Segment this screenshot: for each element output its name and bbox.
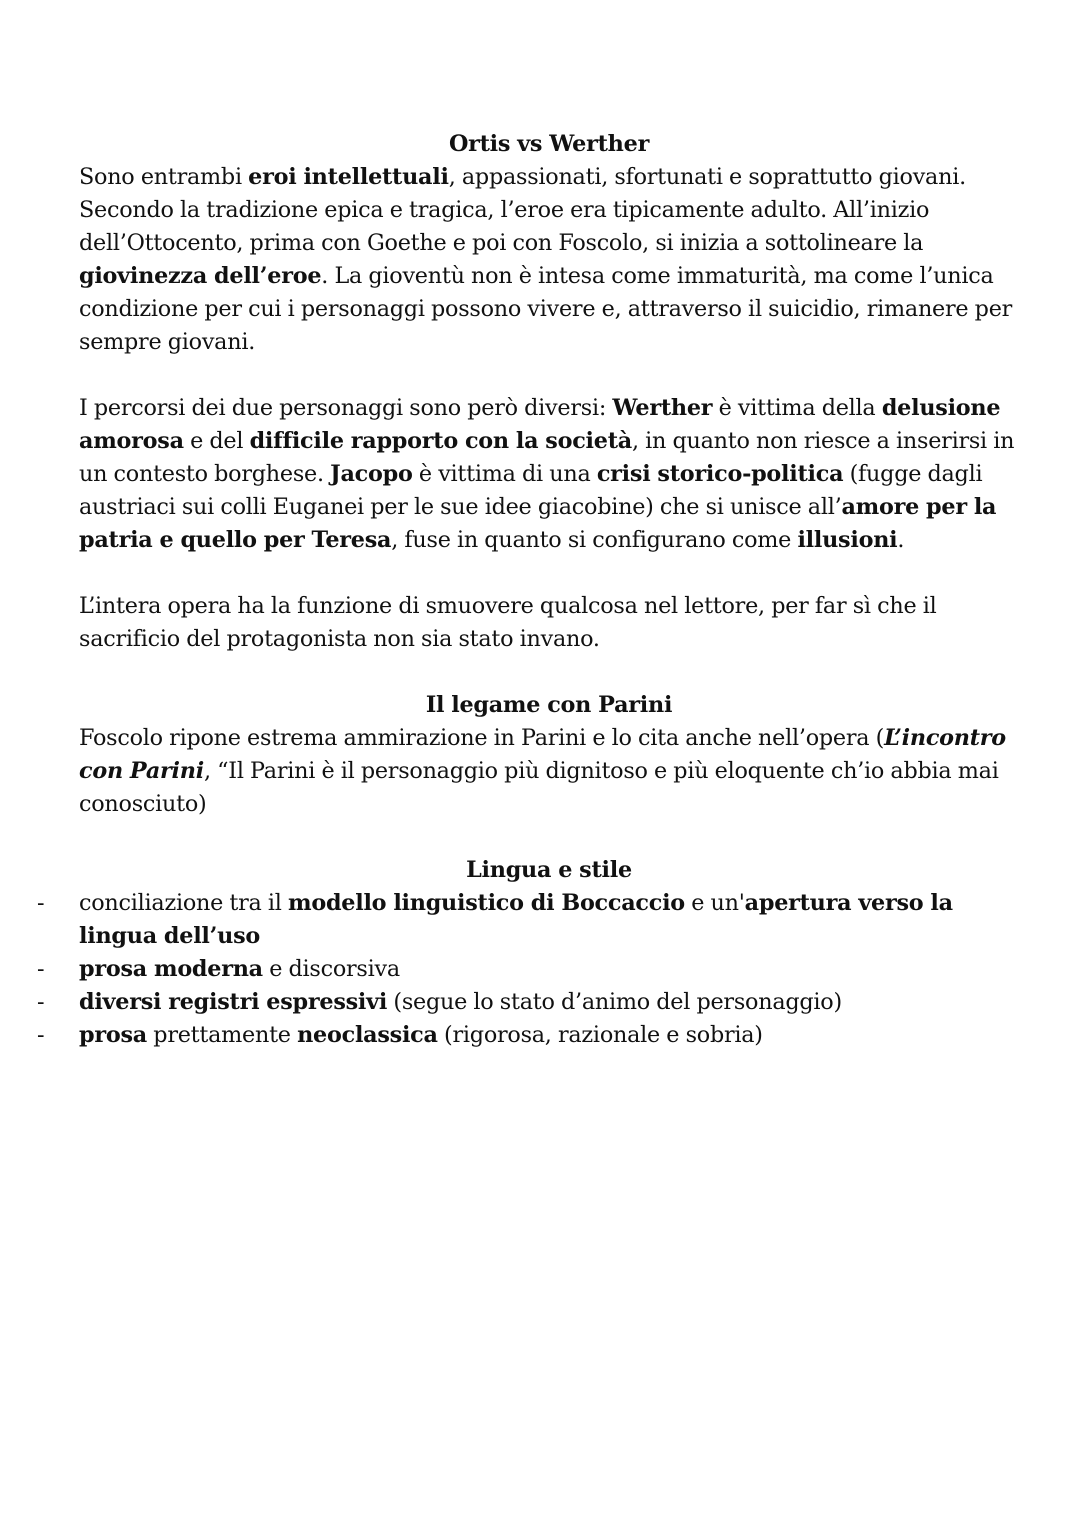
text-span: . La gioventù non è intesa come immaturità, ma come l’unica condizione per cui i personaggi possono vivere e, attraverso il suicidio, rimanere per sempre giovani. <box>79 263 1013 355</box>
section-title-parini: Il legame con Parini <box>425 692 673 718</box>
text-span: Foscolo ripone estrema ammirazione in Parini e lo cita anche nell’opera ( <box>79 725 885 751</box>
document-content <box>79 128 1019 1052</box>
text-span: , in quanto non riesce a inserirsi in un contesto borghese. <box>79 428 1015 487</box>
bold-span: eroi intellettuali <box>248 164 449 190</box>
spacer <box>79 656 1019 689</box>
list-item <box>79 986 1019 1019</box>
bold-span: difficile rapporto con la società <box>249 428 632 454</box>
paragraph-percorsi <box>79 392 1019 557</box>
section-title-lingua-stile: Lingua e stile <box>466 857 632 883</box>
bold-span: crisi storico-politica <box>596 461 844 487</box>
bold-span: Jacopo <box>330 461 413 487</box>
text-span: e del <box>183 428 250 454</box>
bold-span: amore per la patria e quello per Teresa <box>79 494 997 553</box>
text-span: (fugge dagli austriaci sui colli Euganei per le sue idee giacobine) che si unisce all’ <box>79 461 983 520</box>
text-span: , appassionati, sfortunati e soprattutto giovani. Secondo la tradizione epica e tragica, l’eroe era tipicamente adulto. All’inizio dell’Ottocento, prima con Goethe e poi con Foscolo, si inizia a sottolineare la <box>79 164 966 256</box>
bold-span: prosa <box>79 1022 147 1048</box>
bold-span: neoclassica <box>297 1022 438 1048</box>
bold-span: diversi registri espressivi <box>79 989 388 1015</box>
text-span: , fuse in quanto si configurano come <box>391 527 798 553</box>
text-span: è vittima di una <box>412 461 597 487</box>
text-span: conciliazione tra il <box>79 890 288 916</box>
bold-span: giovinezza dell’eroe <box>79 263 322 289</box>
bold-span: apertura verso la lingua dell’uso <box>79 890 953 949</box>
text-span: . <box>897 527 905 553</box>
text-span: e discorsiva <box>262 956 400 982</box>
text-span: I percorsi dei due personaggi sono però diversi: <box>79 395 613 421</box>
spacer <box>79 821 1019 854</box>
bold-italic-span: L’incontro con Parini <box>79 725 1006 784</box>
bold-span: prosa moderna <box>79 956 263 982</box>
spacer <box>79 557 1019 590</box>
bold-span: modello linguistico di Boccaccio <box>288 890 685 916</box>
text-span: e un' <box>684 890 745 916</box>
text-span: (rigorosa, razionale e sobria) <box>437 1022 763 1048</box>
list-item <box>79 1019 1019 1052</box>
text-span: (segue lo stato d’animo del personaggio) <box>387 989 842 1015</box>
lingua-stile-list <box>79 887 1019 1052</box>
list-item <box>79 953 1019 986</box>
bold-span: illusioni <box>797 527 898 553</box>
bold-span: Werther <box>612 395 713 421</box>
section-title-ortis-werther: Ortis vs Werther <box>448 131 650 157</box>
paragraph-opera: L’intera opera ha la funzione di smuovere qualcosa nel lettore, per far sì che il sacrificio del protagonista non sia stato invano. <box>79 593 937 652</box>
spacer <box>79 359 1019 392</box>
text-span: , “Il Parini è il personaggio più dignitoso e più eloquente ch’io abbia mai conosciuto) <box>79 758 999 817</box>
list-item <box>79 887 1019 953</box>
paragraph-eroi <box>79 161 1019 359</box>
text-span: Sono entrambi <box>79 164 249 190</box>
bold-span: delusione amorosa <box>79 395 1001 454</box>
text-span: prettamente <box>146 1022 298 1048</box>
text-span: è vittima della <box>712 395 882 421</box>
paragraph-parini <box>79 722 1019 821</box>
